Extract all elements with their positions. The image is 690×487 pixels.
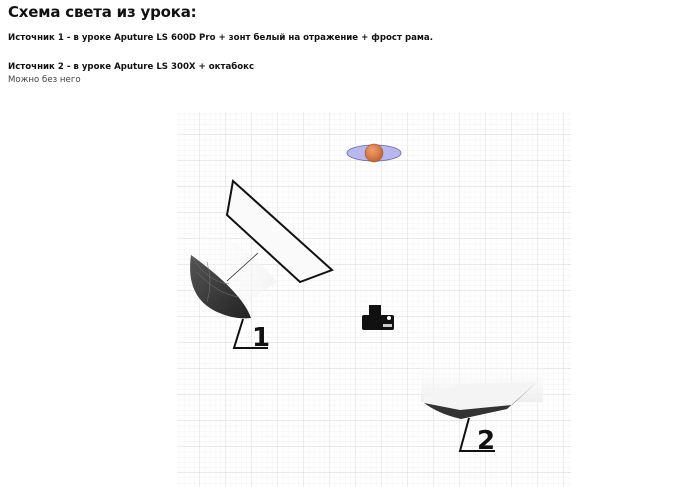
source-2-text: Источник 2 - в уроке Aputure LS 300X + октабокс [8,62,255,72]
lighting-diagram [177,112,571,487]
note-text: Можно без него [8,75,81,85]
light-1-label: 1 [252,323,271,353]
page-title: Схема света из урока: [8,3,197,21]
source-1-text: Источник 1 - в уроке Aputure LS 600D Pro + зонт белый на отражение + фрост рама. [8,33,433,43]
light-2-label: 2 [477,426,496,456]
